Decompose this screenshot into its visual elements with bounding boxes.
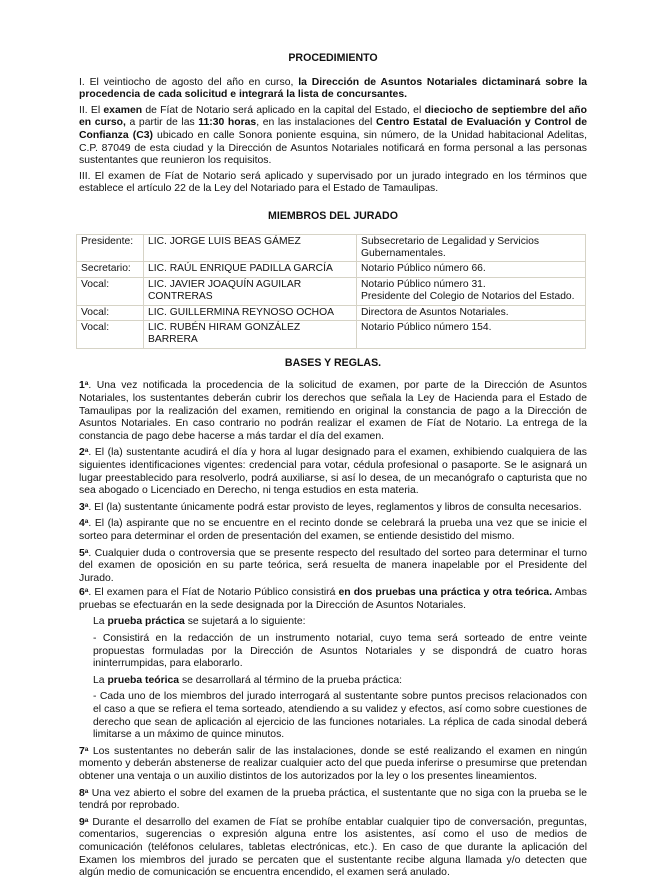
jurado-description <box>357 234 586 262</box>
bold-text: la Dirección de Asuntos Notariales dictaminará sobre la procedencia de cada solicitud e integrará la lista de concursantes. <box>79 76 588 101</box>
bold-text: examen <box>103 104 143 116</box>
bold-text: en dos pruebas una práctica y otra teórica. <box>338 587 553 599</box>
text: se sujetará a lo siguiente: <box>184 616 306 628</box>
bold-text: dieciocho de septiembre del año en curso, <box>79 104 588 129</box>
text: Los sustentantes no deberán salir de las instalaciones, donde se esté realizando el examen en ningún momento y deberán abstenerse de realizar cualquier acto del que pueda inferirse o presumirse que pretendan obtener una ventaja o un auxilio distintos de los autorizados por la ley o los presentes lineamientos. <box>79 745 587 782</box>
rule-7 <box>79 746 587 784</box>
jurado-role: Vocal: <box>77 320 144 348</box>
jurado-name: LIC. JAVIER JOAQUÍN AGUILAR CONTRERAS <box>144 277 357 305</box>
jurado-row <box>77 320 586 348</box>
rule-number: 4 <box>79 518 85 530</box>
jurado-name: LIC. GUILLERMINA REYNOSO OCHOA <box>144 305 357 320</box>
rule-2 <box>79 447 587 497</box>
jurado-name: LIC. RAÚL ENRIQUE PADILLA GARCÍA <box>144 262 357 277</box>
ordinal-mark: a <box>84 816 89 824</box>
rule-number: 8 <box>79 787 85 799</box>
jurado-role: Presidente: <box>77 234 144 262</box>
description-line: Subsecretario de Legalidad y Servicios Gubernamentales. <box>361 235 540 259</box>
practica-intro <box>79 616 587 629</box>
document-page <box>79 0 587 880</box>
text: de Fíat de Notario será aplicado en la capital del Estado, el <box>142 104 425 116</box>
teorica-intro <box>79 675 587 688</box>
jurado-role: Vocal: <box>77 305 144 320</box>
description-line: Notario Público número 66. <box>361 263 486 275</box>
bold-text: prueba práctica <box>107 616 185 628</box>
paragraph-i <box>79 77 587 102</box>
text: , en las instalaciones del <box>256 117 376 129</box>
jurado-description <box>357 277 586 305</box>
heading-bases: BASES Y REGLAS. <box>284 356 382 369</box>
ordinal-mark: a <box>84 518 89 526</box>
text: Una vez abierto el sobre del examen de la prueba práctica, el sustentante que no siga con la prueba se le tendrá por reprobado. <box>79 787 587 812</box>
jurado-role: Secretario: <box>77 262 144 277</box>
jurado-row <box>77 277 586 305</box>
rule-number: 9 <box>79 816 85 828</box>
bold-text: 11:30 horas <box>198 117 257 129</box>
text: se desarrollará al término de la prueba práctica: <box>179 674 402 686</box>
rule-9 <box>79 817 587 880</box>
description-line: Notario Público número 154. <box>361 321 492 333</box>
text: La <box>93 674 108 686</box>
text: II. El <box>79 104 104 116</box>
practica-item: - Consistirá en la redacción de un instrumento notarial, cuyo tema será sorteado de entre veinte propuestas formuladas por la Dirección de Asuntos Notariales y se dispondrá de cuatro horas ininterrumpidas, para elaborarlo. <box>93 633 587 670</box>
rule-number: 3 <box>79 501 85 513</box>
rule-number: 2 <box>79 447 85 459</box>
rule-6 <box>79 587 587 612</box>
jurado-row <box>77 234 586 262</box>
text: ubicado en calle Sonora poniente esquina, sin número, de la Unidad habitacional Adelitas, C.P. 87049 de esta ciudad y la Dirección de Asuntos Notariales notificará en forma personal a las personas sustentantes que reunieron los requisitos. <box>79 129 587 167</box>
text: I. El veintiocho de agosto del año en curso, <box>79 76 299 88</box>
description-line: Presidente del Colegio de Notarios del Estado. <box>361 291 575 303</box>
text: Durante el desarrollo del examen de Fíat se prohíbe entablar cualquier tipo de conversación, preguntas, comentarios, sugerencias o expresión alguna entre los asistentes, así como el uso de medios de comunicación (teléfonos celulares, tabletas electrónicas, etc.). En caso de que durante la aplicación del Examen los miembros del jurado se percaten que el sustentante recibe alguna llamada y/o detecten que algún medio de comunicación se encuentra encendido, el examen será anulado. <box>79 816 587 879</box>
jurado-row <box>77 305 586 320</box>
jurado-role: Vocal: <box>77 277 144 305</box>
rule-1 <box>79 380 587 443</box>
paragraph-iii: III. El examen de Fíat de Notario será aplicado y supervisado por un jurado integrado en los términos que establece el artículo 22 de la Ley del Notariado para el Estado de Tamaulipas. <box>79 170 587 195</box>
jurado-description <box>357 320 586 348</box>
rule-8 <box>79 788 587 813</box>
text: a partir de las <box>125 117 199 129</box>
text: . El (la) sustentante acudirá el día y hora al lugar designado para el examen, exhibiendo cualquiera de las siguientes identificaciones vigentes: credencial para votar, cédula profesional o pasaporte. Se le asignará un lugar preestablecido para resolverlo, podrá auxiliarse, si así lo desea, de un mecanógrafo o capturista que no sea abogado o Licenciado en Derecho, ni tenga estudios en esta materia. <box>79 447 587 497</box>
heading-procedimiento: PROCEDIMIENTO <box>288 52 378 64</box>
ordinal-mark: a <box>84 587 89 595</box>
jurado-description <box>357 305 586 320</box>
text: . Cualquier duda o controversia que se presente respecto del resultado del sorteo para determinar el turno del examen de oposición en su parte teórica, será resuelta de manera inapelable por el Presidente del Jurado. <box>79 547 587 584</box>
jurado-row <box>77 262 586 277</box>
jurado-name: LIC. RUBÉN HIRAM GONZÁLEZ BARRERA <box>144 320 357 348</box>
text: . Una vez notificada la procedencia de la solicitud de examen, por parte de la Dirección de Asuntos Notariales, los sustentantes deberán cubrir los derechos que señala la Ley de Hacienda para el Estado de Tamaulipas por la realización del examen, remitiendo en original la constancia de pago a la Dirección de Asuntos Notariales. En caso contrario no podrán realizar el examen de Fíat de Notario. La entrega de la constancia de pago debe hacerse a más tardar el día del examen. <box>79 380 587 442</box>
rule-number: 5 <box>79 547 85 559</box>
ordinal-mark: a <box>84 501 89 509</box>
text: . El (la) aspirante que no se encuentre en el recinto donde se celebrará la prueba una vez que se inicie el sorteo para determinar el orden de presentación del examen, se entiende desistido del mismo. <box>79 518 587 542</box>
description-line: Notario Público número 31. <box>361 278 486 290</box>
ordinal-mark: a <box>84 547 89 555</box>
bold-text: Centro Estatal de Evaluación y Control de Confianza (C3) <box>79 117 587 141</box>
rule-number: 1 <box>79 380 85 392</box>
jurado-description <box>357 262 586 277</box>
bold-text: prueba teórica <box>107 674 180 686</box>
text: Ambas pruebas se efectuarán en la sede designada por la Dirección de Asuntos Notariales. <box>79 587 587 611</box>
rule-5 <box>79 548 587 586</box>
ordinal-mark: a <box>84 787 89 795</box>
paragraph-ii <box>79 105 587 168</box>
jurado-table <box>76 234 586 349</box>
rule-number: 7 <box>79 745 85 757</box>
rule-3 <box>79 502 587 515</box>
rule-number: 6 <box>79 587 85 599</box>
jurado-name: LIC. JORGE LUIS BEAS GÁMEZ <box>144 234 357 262</box>
text: . El (la) sustentante únicamente podrá estar provisto de leyes, reglamentos y libros de consulta necesarios. <box>88 501 582 513</box>
ordinal-mark: a <box>84 380 89 388</box>
heading-jurado: MIEMBROS DEL JURADO <box>268 209 398 222</box>
ordinal-mark: a <box>84 447 89 455</box>
text: La <box>93 616 108 628</box>
rule-4 <box>79 518 587 543</box>
ordinal-mark: a <box>84 745 89 753</box>
text: . El examen para el Fíat de Notario Público consistirá <box>88 587 339 599</box>
teorica-item: - Cada uno de los miembros del jurado interrogará al sustentante sobre puntos precisos relacionados con el caso a que se refiera el tema sorteado, atendiendo a su validez y efectos, así como sobre cuestiones de derecho que sean de aplicación al ejercicio de las funciones notariales. La réplica de cada sinodal deberá limitarse a un máximo de quince minutos. <box>93 691 587 741</box>
description-line: Directora de Asuntos Notariales. <box>361 306 509 318</box>
